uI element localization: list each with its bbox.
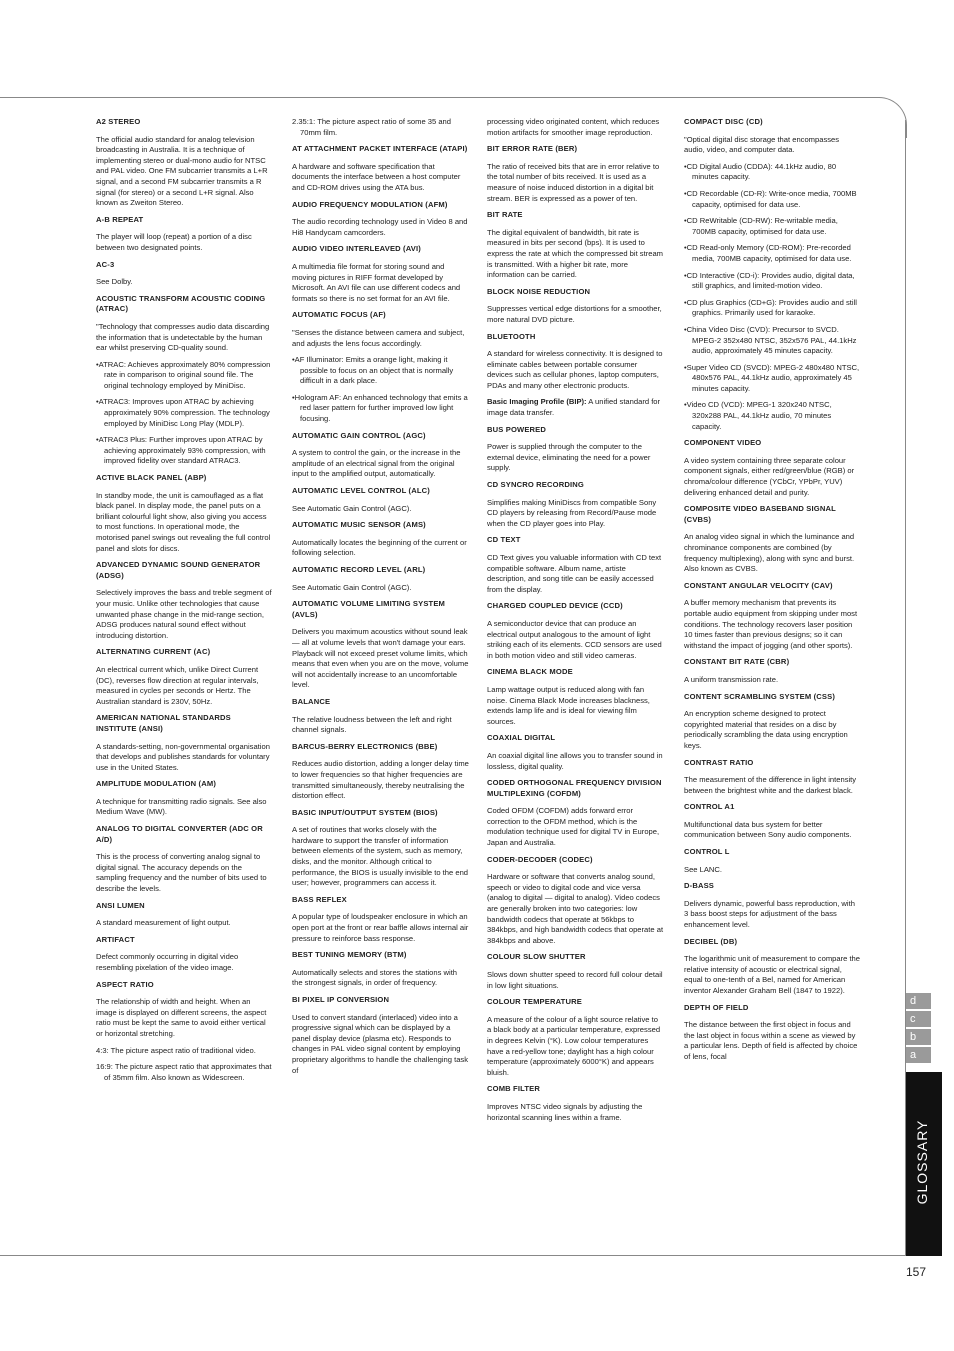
definition-text: The digital equivalent of bandwidth, bit rate is measured in bits per second (bps). It is used to express the rate at which the compressed bit stream is transmitted. With a higher bit rate, more information can be carried. xyxy=(487,227,664,280)
definition-text: Reduces audio distortion, adding a longer delay time to lower frequencies so that higher frequencies are transmitted simultaneously, thereby neutralising the distortion effect. xyxy=(292,759,469,801)
glossary-term: CHARGED COUPLED DEVICE (CCD) xyxy=(487,601,623,611)
glossary-term: ANSI LUMEN xyxy=(96,900,145,910)
definition-text: This is the process of converting analog signal to digital signal. The accuracy depends on the sampling frequency and the number of bits used to describe the levels. xyxy=(96,852,267,894)
glossary-term: CONSTANT ANGULAR VELOCITY (CAV) xyxy=(684,580,833,590)
definition-bullet: •CD ReWritable (CD-RW): Re-writable media, 700MB capacity, optimised for data use. xyxy=(684,216,838,236)
definition-text: A standards-setting, non-governmental organisation that develops and publishes standards for voluntary use in the United States. xyxy=(96,741,270,772)
definition-text: A standard measurement of light output. xyxy=(96,918,231,928)
glossary-entry xyxy=(292,244,469,304)
glossary-entry xyxy=(292,742,469,802)
index-tab-a[interactable]: a xyxy=(906,1047,931,1063)
glossary-term: ASPECT RATIO xyxy=(96,979,154,989)
glossary-entry xyxy=(96,980,273,1084)
glossary-term: AUTOMATIC MUSIC SENSOR (AMS) xyxy=(292,520,426,530)
glossary-column-4 xyxy=(684,117,861,1069)
definition-bullet: •CD Read-only Memory (CD-ROM): Pre-recorded media, 700MB capacity, optimised for data use. xyxy=(684,243,852,263)
definition-text: The distance between the first object in focus and the last object in focus within a scene as viewed by a particular lens. Depth of field is affected by choice of lens, focal xyxy=(684,1020,858,1061)
glossary-term: COAXIAL DIGITAL xyxy=(487,733,556,743)
definition-text: See Dolby. xyxy=(96,277,133,287)
glossary-entry xyxy=(96,935,273,974)
glossary-entry xyxy=(292,144,469,193)
glossary-entry xyxy=(292,950,469,989)
top-corner-curve xyxy=(866,97,907,138)
glossary-term: COMB FILTER xyxy=(487,1084,540,1094)
glossary-term: BALANCE xyxy=(292,696,331,706)
definition-text: Coded OFDM (COFDM) adds forward error correction to the OFDM method, which is the modulation technique used for digital TV in Europe, Japan and Australia. xyxy=(487,806,660,848)
glossary-entry xyxy=(487,733,664,772)
glossary-term: A-B REPEAT xyxy=(96,214,144,224)
glossary-term: CD TEXT xyxy=(487,535,521,545)
glossary-term: BUS POWERED xyxy=(487,424,547,434)
glossary-entry xyxy=(487,778,664,849)
definition-bullet: •CD Digital Audio (CDDA): 44.1kHz audio, 80 minutes capacity. xyxy=(684,161,837,182)
glossary-column-2 xyxy=(292,117,469,1082)
subentry-text: A unified standard for image data transfer. xyxy=(487,397,661,418)
definition-text: A uniform transmission rate. xyxy=(684,674,779,684)
glossary-term: BLOCK NOISE REDUCTION xyxy=(487,286,591,296)
glossary-entry xyxy=(487,210,664,281)
definition-bullet: 16:9: The picture aspect ratio that approximates that of 35mm film. Also known as Widescreen. xyxy=(96,1062,272,1082)
glossary-term: DECIBEL (DB) xyxy=(684,936,738,946)
definition-text: A measure of the colour of a light source relative to a black body at a particular temperature, expressed in degrees Kelvin (°K). Low colour temperatures have a red-yellow tone; daylight has a high colour temperature (approximately 6000°K) and appears bluish. xyxy=(487,1014,661,1077)
glossary-entry xyxy=(96,901,273,929)
glossary-entry xyxy=(96,779,273,818)
glossary-term: ALTERNATING CURRENT (AC) xyxy=(96,647,211,657)
definition-bullet: •Video CD (VCD): MPEG-1 320x240 NTSC, 320x288 PAL, 44.1kHz audio, 70 minutes capacity. xyxy=(684,400,832,431)
glossary-entry xyxy=(292,565,469,593)
glossary-term: COMPOSITE VIDEO BASEBAND SIGNAL (CVBS) xyxy=(684,504,836,524)
glossary-term: CONTRAST RATIO xyxy=(684,757,754,767)
glossary-term: CONSTANT BIT RATE (CBR) xyxy=(684,657,790,667)
glossary-entry xyxy=(684,847,861,875)
glossary-term: BIT RATE xyxy=(487,210,523,220)
glossary-entry xyxy=(96,560,273,641)
glossary-term: AC-3 xyxy=(96,259,115,269)
glossary-entry xyxy=(684,937,861,997)
index-tabs xyxy=(906,993,931,1065)
definition-text: "Senses the distance between camera and subject, and adjusts the lens focus accordingly. xyxy=(292,327,465,348)
definition-bullet: •Super Video CD (SVCD): MPEG-2 480x480 NTSC, 480x576 PAL, 44.1kHz audio, approximately 45 minutes capacity. xyxy=(684,362,860,393)
glossary-entry xyxy=(96,215,273,254)
index-tab-b[interactable]: b xyxy=(906,1029,931,1045)
glossary-term: AT ATTACHMENT PACKET INTERFACE (ATAPI) xyxy=(292,144,468,154)
page-number: 157 xyxy=(906,1265,927,1279)
definition-text: Automatically locates the beginning of the current or following selection. xyxy=(292,537,467,558)
glossary-entry xyxy=(487,425,664,474)
definition-bullet: •ATRAC: Achieves approximately 80% compression rate in comparison to original sound file. The original technology employed by MiniDisc. xyxy=(96,359,271,390)
definition-text: In standby mode, the unit is camouflaged as a flat black panel. In display mode, the panel puts on a brilliant colourful light show, also giving you access to most functions. In operational mode, the motorised panel swings out revealing the full control panel and slots for discs. xyxy=(96,490,271,553)
definition-bullet: •Hologram AF: An enhanced technology that emits a red laser pattern for further improved low light focusing. xyxy=(292,392,468,424)
glossary-entry xyxy=(487,144,664,204)
glossary-term: CONTROL L xyxy=(684,847,730,857)
definition-text: The relationship of width and height. When an image is displayed on different screens, the aspect ratio must be kept the same to avoid either vertical or horizontal stretching. xyxy=(96,997,267,1038)
glossary-entry xyxy=(684,117,861,432)
definition-text: Suppresses vertical edge distortions for a smoother, more natural DVD picture. xyxy=(487,304,662,324)
glossary-term: ACTIVE BLACK PANEL (ABP) xyxy=(96,473,207,483)
glossary-entry xyxy=(292,520,469,559)
glossary-entry xyxy=(487,117,664,138)
definition-text: A video system containing three separate colour component signals, either red/green/blue (RGB) or chroma/colour difference (YCbCr, YPbPr, YUV) delivering enhanced detail and purity. xyxy=(684,455,855,497)
index-tab-c[interactable]: c xyxy=(906,1011,931,1027)
definition-text: Used to convert standard (interlaced) video into a progressive signal which can be displayed by a panel display device (plasma etc). Responds to changes in PAL video signal content by employing proprietary algorithms to handle the challenging task of xyxy=(292,1012,469,1075)
definition-text: An analog video signal in which the luminance and chrominance components are combined (by frequency multiplexing), along with sync and burst. Also known as CVBS. xyxy=(684,532,855,574)
glossary-term: A2 STEREO xyxy=(96,117,141,126)
glossary-entry xyxy=(684,657,861,685)
glossary-entry xyxy=(487,855,664,947)
glossary-entry xyxy=(684,581,861,652)
glossary-term: D-BASS xyxy=(684,881,715,891)
definition-bullet: •CD plus Graphics (CD+G): Provides audio and still graphics. Primarily used for karaoke. xyxy=(684,297,857,318)
glossary-term: AMPLITUDE MODULATION (AM) xyxy=(96,779,217,789)
definition-text: Selectively improves the bass and treble segment of your music. Unlike other technologies that cause unwanted phase change in the mid-range section, ADSG produces natural sound effect without introducing distortion. xyxy=(96,588,272,640)
glossary-term: ARTIFACT xyxy=(96,934,135,944)
glossary-entry xyxy=(292,599,469,691)
glossary-entry xyxy=(292,117,469,138)
glossary-term: AUTOMATIC LEVEL CONTROL (ALC) xyxy=(292,486,430,496)
definition-bullet: •AF Illuminator: Emits a orange light, making it possible to focus on an object that is normally difficult in a dark place. xyxy=(292,355,454,386)
glossary-term: BI PIXEL IP CONVERSION xyxy=(292,995,390,1004)
glossary-entry xyxy=(292,808,469,889)
glossary-entry xyxy=(487,287,664,326)
definition-text: The measurement of the difference in light intensity between the brightest white and the darkest black. xyxy=(684,775,857,795)
glossary-term: BASS REFLEX xyxy=(292,894,347,904)
definition-text: Delivers dynamic, powerful bass reproduction, with 3 bass boost steps for adjustment of the bass enhancement level. xyxy=(684,898,855,930)
definition-text: A set of routines that works closely with the hardware to support the transfer of information between elements of the system, such as memory, disks, and the monitor. Although critical to performance, the BIOS is usually invisible to the end user; however, programmers can access it. xyxy=(292,825,469,888)
definition-text: An encryption scheme designed to protect copyrighted material that resides on a disc by periodically scrambling the data using encryption keys. xyxy=(684,709,848,750)
definition-text: Slows down shutter speed to record full colour detail in low light situations. xyxy=(487,970,663,990)
glossary-entry xyxy=(292,200,469,239)
definition-text: Hardware or software that converts analog sound, speech or video to digital code and vice versa (analog to digital — digital to analog). Video codecs are generally broken into two categories: low bandwidth codecs that operate at 56kbps to 384kbps, and high bandwidth codecs that operate at 384kbps and above. xyxy=(487,872,664,945)
glossary-term: AMERICAN NATIONAL STANDARDS INSTITUTE (ANSI) xyxy=(96,713,231,733)
definition-text: An coaxial digital line allows you to transfer sound in lossless, digital quality. xyxy=(487,750,663,771)
glossary-term: COLOUR SLOW SHUTTER xyxy=(487,952,586,962)
glossary-term: COMPONENT VIDEO xyxy=(684,438,762,448)
definition-bullet: 2.35:1: The picture aspect ratio of some 35 and 70mm film. xyxy=(292,117,452,137)
glossary-term: BEST TUNING MEMORY (BTM) xyxy=(292,950,407,960)
glossary-entry xyxy=(292,697,469,736)
definition-text: Automatically selects and stores the stations with the strongest signals, in order of frequency. xyxy=(292,967,458,988)
glossary-entry xyxy=(487,601,664,661)
definition-text: The logarithmic unit of measurement to compare the relative intensity of acoustic or electrical signal, equal to one-tenth of a Bel, named for American inventor Alexander Graham Bell (1847 to 1922). xyxy=(684,954,861,995)
glossary-entry xyxy=(684,1003,861,1063)
glossary-entry xyxy=(292,310,469,424)
definition-text: processing video originated content, which reduces motion artifacts for smoother image reproduction. xyxy=(487,117,660,137)
glossary-term: BARCUS-BERRY ELECTRONICS (BBE) xyxy=(292,741,438,751)
section-label: GLOSSARY xyxy=(914,1119,930,1205)
definition-bullet: 4:3: The picture aspect ratio of traditional video. xyxy=(96,1045,256,1055)
definition-text: A buffer memory mechanism that prevents its portable audio equipment from skipping under most conditions. The technology recovers laser position 10 times faster than previous designs; so it can withstand the impact of jogging (and other sports). xyxy=(684,598,858,650)
definition-text: The ratio of received bits that are in error relative to the total number of bits received. It is used as a measure of noise induced distortion in a digital bit stream. BER is expressed as a power of ten. xyxy=(487,161,660,203)
glossary-entry xyxy=(487,332,664,419)
definition-text: Delivers you maximum acoustics without sound leak — all at volume levels that won't damage your ears. Playback will not exceed preset volume limits, which means that even when you are on the move, volume will not accidentally increase to an uncomfortable level. xyxy=(292,627,469,690)
definition-text: A hardware and software specification that documents the interface between a host computer and CD-ROM drives using the ATA bus. xyxy=(292,161,461,192)
glossary-term: BIT ERROR RATE (BER) xyxy=(487,144,578,154)
glossary-entry xyxy=(487,480,664,529)
glossary-entry xyxy=(684,692,861,752)
glossary-entry xyxy=(96,294,273,467)
glossary-entry xyxy=(96,824,273,895)
glossary-entry xyxy=(96,647,273,707)
glossary-term: CONTENT SCRAMBLING SYSTEM (CSS) xyxy=(684,691,836,701)
glossary-entry xyxy=(684,758,861,797)
definition-text: Improves NTSC video signals by adjusting the horizontal scanning lines within a frame. xyxy=(487,1101,643,1122)
definition-text: The official audio standard for analog television broadcasting in Australia. It is a technique of implementing stereo or dual-mono audio for NTSC and PAL video. One FM subcarrier transmits a L+R signal, and a second FM subcarrier transmits a R signal (for stereo) or a second L+R signal. Also known as Zweiton Stereo. xyxy=(96,134,268,208)
definition-text: Lamp wattage output is reduced along with fan noise. Cinema Black Mode increases blackness, extends lamp life and is ideal for viewing film sources. xyxy=(487,684,650,726)
definition-text: The relative loudness between the left and right channel signals. xyxy=(292,714,452,735)
glossary-column-1 xyxy=(96,117,273,1089)
definition-text: A system to control the gain, or the increase in the amplitude of an electrical signal from the original input to the amplified output, automatically. xyxy=(292,448,461,479)
definition-text: Simplifies making MiniDiscs from compatible Sony CD players by releasing from Record/Pause mode when the CD player goes into Play. xyxy=(487,497,657,528)
definition-text: A popular type of loudspeaker enclosure in which an open port at the front or rear baffle allows internal air pressure to reinforce bass response. xyxy=(292,912,469,943)
glossary-term: CODED ORTHOGONAL FREQUENCY DIVISION MULTIPLEXING (COFDM) xyxy=(487,778,662,798)
glossary-entry xyxy=(684,504,861,575)
glossary-entry xyxy=(684,438,861,498)
glossary-term: AUTOMATIC VOLUME LIMITING SYSTEM (AVLS) xyxy=(292,599,446,619)
definition-text: A semiconductor device that can produce an electrical output analogous to the amount of light striking each of its elements. CCD sensors are used in both motion video and still video cameras. xyxy=(487,618,662,660)
subentry-term: Basic Imaging Profile (BIP): xyxy=(487,397,587,407)
definition-text: See Automatic Gain Control (AGC). xyxy=(292,503,412,513)
definition-text: The audio recording technology used in Video 8 and Hi8 Handycam camcorders. xyxy=(292,217,468,237)
definition-text: "Optical digital disc storage that encompasses audio, video, and computer data. xyxy=(684,134,840,155)
glossary-term: ANALOG TO DIGITAL CONVERTER (ADC OR A/D) xyxy=(96,824,263,844)
glossary-entry xyxy=(292,486,469,514)
glossary-term: AUTOMATIC RECORD LEVEL (ARL) xyxy=(292,565,426,574)
glossary-entry xyxy=(684,881,861,930)
glossary-term: AUDIO FREQUENCY MODULATION (AFM) xyxy=(292,199,448,209)
glossary-term: COLOUR TEMPERATURE xyxy=(487,997,582,1007)
glossary-entry xyxy=(292,895,469,944)
glossary-entry xyxy=(292,995,469,1076)
definition-text: Defect commonly occurring in digital video resembling pixelation of the video image. xyxy=(96,952,239,972)
glossary-term: CD SYNCRO RECORDING xyxy=(487,480,584,490)
definition-text: The player will loop (repeat) a portion of a disc between two designated points. xyxy=(96,232,252,252)
glossary-term: ACOUSTIC TRANSFORM ACOUSTIC CODING (ATRAC) xyxy=(96,293,266,314)
glossary-term: AUTOMATIC GAIN CONTROL (AGC) xyxy=(292,430,426,440)
glossary-term: AUTOMATIC FOCUS (AF) xyxy=(292,310,386,320)
definition-text: See Automatic Gain Control (AGC). xyxy=(292,582,412,592)
definition-bullet: •ATRAC3 Plus: Further improves upon ATRAC by achieving approximately 93% compression, with improved fidelity over standard ATRAC3. xyxy=(96,435,266,466)
glossary-entry xyxy=(487,952,664,991)
glossary-entry xyxy=(487,667,664,727)
glossary-entry xyxy=(684,802,861,841)
glossary-term: COMPACT DISC (CD) xyxy=(684,117,763,126)
definition-text: A standard for wireless connectivity. It is designed to eliminate cables between portable consumer devices such as cellular phones, laptop computers, PDAs and many other electronic products. xyxy=(487,349,663,390)
glossary-term: BASIC INPUT/OUTPUT SYSTEM (BIOS) xyxy=(292,807,438,817)
glossary-term: DEPTH OF FIELD xyxy=(684,1002,749,1012)
definition-text: "Technology that compresses audio data discarding the information that is undetectable by the human ear whilst preserving CD-quality sound. xyxy=(96,321,270,353)
glossary-term: AUDIO VIDEO INTERLEAVED (AVI) xyxy=(292,244,421,254)
glossary-entry xyxy=(96,260,273,288)
glossary-term: CONTROL A1 xyxy=(684,802,735,812)
definition-text: An electrical current which, unlike Direct Current (DC), reverses flow direction at regular intervals, measured in cycles per seconds or Hertz. The Australian standard is 230V, 50Hz. xyxy=(96,664,259,706)
glossary-entry xyxy=(96,117,273,209)
definition-text: See LANC. xyxy=(684,864,722,874)
index-tab-d[interactable]: d xyxy=(906,993,931,1009)
glossary-entry xyxy=(96,713,273,773)
definition-subentry xyxy=(487,397,664,418)
bottom-rule xyxy=(0,1255,906,1256)
glossary-entry xyxy=(487,535,664,595)
definition-text: CD Text gives you valuable information with CD text compatible software. Album name, artiste description, and song title can be easily accessed from the display. xyxy=(487,553,662,594)
definition-bullet: •ATRAC3: Improves upon ATRAC by achieving approximately 90% compression. The technology employed by MiniDisc Long Play (MDLP). xyxy=(96,397,270,428)
glossary-entry xyxy=(487,997,664,1078)
definition-text: Power is supplied through the computer to the external device, eliminating the need for a power supply. xyxy=(487,442,651,473)
definition-text: A multimedia file format for storing sound and moving pictures in RIFF format developed by Microsoft. An AVI file can use different codecs and formats so there is no set format for an AVI file. xyxy=(292,261,461,303)
glossary-entry xyxy=(292,431,469,480)
section-bar xyxy=(906,1072,942,1256)
glossary-term: CINEMA BLACK MODE xyxy=(487,667,573,677)
glossary-term: ADVANCED DYNAMIC SOUND GENERATOR (ADSG) xyxy=(96,560,261,580)
top-rule xyxy=(0,97,880,98)
definition-bullet: •CD Interactive (CD-i): Provides audio, digital data, still graphics, and limited-motion video. xyxy=(684,270,855,291)
definition-text: Multifunctional data bus system for better communication between Sony audio components. xyxy=(684,819,852,840)
definition-bullet: •China Video Disc (CVD): Precursor to SVCD. MPEG-2 352x480 NTSC, 352x576 PAL, 44.1kHz audio, approximately 45 minutes capacity. xyxy=(684,324,857,356)
glossary-term: BLUETOOTH xyxy=(487,331,536,341)
definition-bullet: •CD Recordable (CD-R): Write-once media, 700MB capacity, optimised for data use. xyxy=(684,188,857,209)
definition-text: A technique for transmitting radio signals. See also Medium Wave (MW). xyxy=(96,796,267,817)
glossary-term: CODER-DECODER (CODEC) xyxy=(487,854,593,864)
glossary-column-3 xyxy=(487,117,664,1129)
glossary-entry xyxy=(96,473,273,554)
glossary-entry xyxy=(487,1084,664,1123)
